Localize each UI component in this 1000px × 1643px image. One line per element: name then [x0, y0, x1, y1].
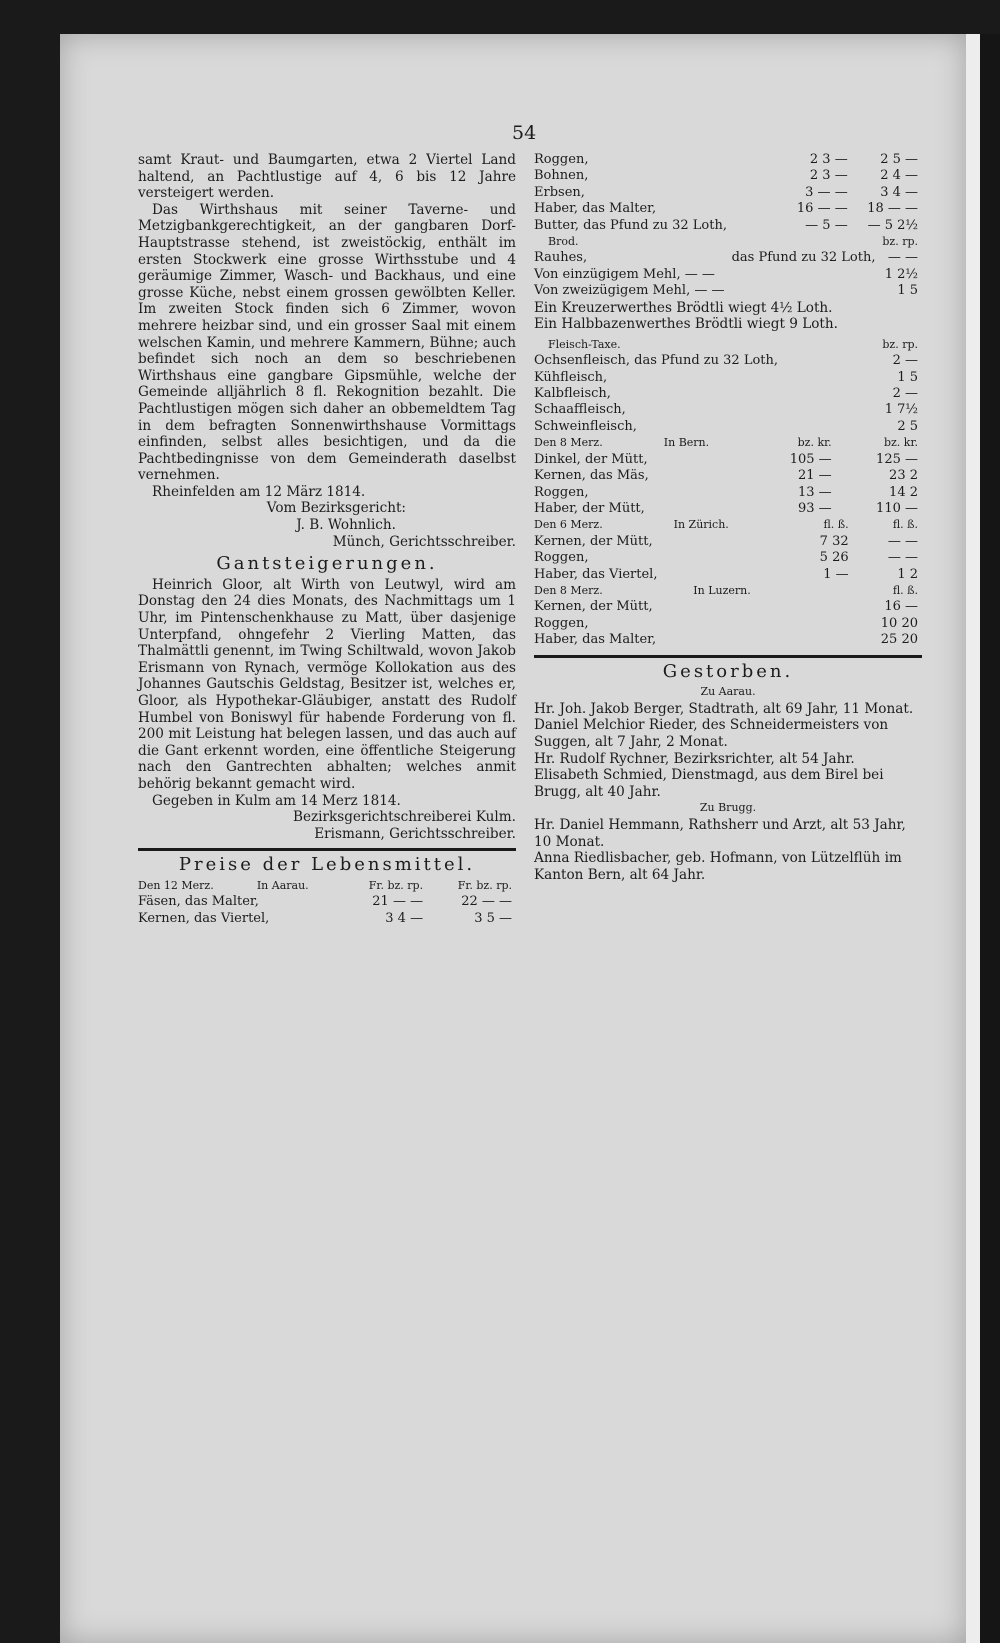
price: — — — [887, 250, 918, 266]
header-unit-high: fl. ß. — [892, 518, 918, 532]
item-label: Von zweizügigem Mehl, — — — [534, 283, 725, 299]
table-row — [534, 632, 922, 648]
death-entry: Elisabeth Schmied, Dienstmagd, aus dem Birel bei Brugg, alt 40 Jahr. — [534, 767, 884, 800]
price-low: 3 — — — [805, 184, 848, 200]
date-kulm: Gegeben in Kulm am 14 Merz 1814. — [152, 792, 401, 809]
price: 2 — — [892, 353, 918, 369]
signature-clerk: Münch, Gerichtsschreiber. — [332, 533, 516, 550]
brod-heading: Brod. — [548, 235, 579, 249]
table-row — [138, 894, 516, 910]
price: 1 5 — [897, 283, 918, 299]
table-row — [534, 599, 922, 615]
item-label: Kühfleisch, — [534, 369, 608, 385]
table-row — [534, 152, 922, 168]
price-high: 2 5 — — [880, 152, 918, 167]
table-row — [534, 168, 922, 184]
header-date: Den 8 Merz. — [534, 583, 603, 597]
price: 1 2½ — [884, 266, 918, 282]
item-label: Fäsen, das Malter, — [138, 894, 259, 910]
table-row — [534, 353, 922, 369]
item-label: Haber, das Malter, — [534, 201, 657, 217]
item-label: Haber, das Malter, — [534, 632, 657, 648]
header-unit-low: bz. kr. — [797, 436, 832, 450]
gant-paragraph: Heinrich Gloor, alt Wirth von Leutwyl, wird am Donstag den 24 dies Monats, des Nachmittags um 1 Uhr, im Pintenschenkhause zu Matt, über dasjenige Unterpfand, ohngefehr 2 Vierling Matten, das Thalmättli genennt, im Twing Schiltwald, wovon Jakob Erismann von Rynach, vermöge Kollokation aus des Johannes Gautschis Geldstag, Besitzer ist, welches er, Gloor, als Hypothekar-Gläubiger, anstatt des Rudolf Humbel von Boniswyl für habende Forderung von fl. 200 mit Leistung hat belegen lassen, und das auch auf die Gant erkennt worden, eine öffentliche Steigerung nach den Gantrechten abhalten; welches anmit behörig bekannt gemacht wird. — [138, 576, 516, 792]
header-place: In Aarau. — [256, 878, 309, 892]
price-low: 93 — — [798, 500, 832, 516]
table-header — [534, 337, 922, 353]
table-row — [534, 386, 922, 402]
price-low: 5 26 — [819, 550, 849, 566]
signature-court: Vom Bezirksgericht: — [266, 500, 406, 517]
price: 2 5 — [897, 418, 918, 434]
price: 2 — — [892, 386, 918, 402]
price-high: 1 2 — [897, 566, 918, 582]
table-row — [534, 468, 922, 484]
price-low: 21 — — — [372, 894, 424, 910]
header-unit: fl. ß. — [892, 583, 918, 597]
item-label: Roggen, — [534, 550, 589, 566]
table-header — [534, 583, 922, 599]
table-header — [534, 517, 922, 533]
price: 25 20 — [880, 632, 918, 648]
price: 1 5 — [897, 369, 918, 385]
price-low: 7 32 — [819, 533, 849, 549]
price: 1 7½ — [884, 402, 918, 418]
preise-aarau-table — [138, 878, 516, 927]
header-unit-low: Fr. bz. rp. — [368, 878, 424, 892]
table-row — [534, 534, 922, 550]
table-row — [534, 567, 922, 583]
price-high: 125 — — [876, 451, 918, 467]
item-label: Kernen, das Viertel, — [138, 910, 270, 926]
price-high: 2 4 — — [880, 168, 918, 184]
price-high: — 5 2½ — [867, 217, 918, 233]
price-high: 3 5 — — [474, 910, 512, 926]
price-low: 2 3 — — [809, 168, 848, 184]
price: 10 20 — [880, 615, 918, 631]
price: 16 — — [884, 599, 918, 615]
header-unit-high: bz. kr. — [883, 436, 918, 450]
place-brugg: Zu Brugg. — [699, 801, 757, 815]
intro-paragraph: samt Kraut- und Baumgarten, etwa 2 Viertel Land haltend, an Pachtlustige auf 4, 6 bis 12 Jahre versteigert werden. — [138, 152, 516, 202]
item-unit — [732, 283, 881, 299]
item-label: Schaaffleisch, — [534, 402, 626, 418]
price-high: 22 — — — [461, 894, 512, 910]
table-header — [534, 234, 922, 250]
item-label: Erbsen, — [534, 184, 585, 200]
heading-preise: Preise der Lebensmittel. — [178, 854, 476, 876]
table-row — [534, 452, 922, 468]
brod-weight-halbbazen: Ein Halbbazenwerthes Brödtli wiegt 9 Loth. — [534, 316, 838, 333]
fleisch-heading: Fleisch-Taxe. — [548, 337, 621, 351]
fleisch-unit: bz. rp. — [882, 337, 918, 351]
table-row — [534, 267, 922, 283]
signature-name: J. B. Wohnlich. — [296, 517, 396, 534]
table-row — [138, 911, 516, 927]
left-column — [138, 152, 516, 927]
item-label: Kernen, das Mäs, — [534, 468, 649, 484]
table-row — [534, 283, 922, 299]
price-low: 2 3 — — [809, 152, 848, 167]
item-label: Dinkel, der Mütt, — [534, 451, 648, 467]
header-date: Den 6 Merz. — [534, 518, 603, 532]
place-aarau: Zu Aarau. — [700, 685, 756, 699]
item-label: Haber, der Mütt, — [534, 500, 645, 516]
header-date: Den 8 Merz. — [534, 436, 603, 450]
header-unit-high: Fr. bz. rp. — [457, 878, 512, 892]
item-label: Ochsenfleisch, das Pfund zu 32 Loth, — [534, 353, 779, 369]
death-entry: Anna Riedlisbacher, geb. Hofmann, von Lützelflüh im Kanton Bern, alt 64 Jahr. — [534, 850, 902, 883]
item-label: Kernen, der Mütt, — [534, 599, 653, 615]
table-row — [534, 616, 922, 632]
item-label: Kernen, der Mütt, — [534, 533, 653, 549]
item-label: Roggen, — [534, 484, 589, 500]
signature-kulm-clerk: Erismann, Gerichtsschreiber. — [314, 825, 516, 842]
death-entry: Hr. Daniel Hemmann, Rathsherr und Arzt, alt 53 Jahr, 10 Monat. — [534, 816, 906, 850]
table-row — [534, 250, 922, 266]
brod-table — [534, 234, 922, 300]
item-label: Rauhes, — [534, 250, 588, 266]
item-label: Schweinfleisch, — [534, 418, 637, 434]
price-high: 110 — — [876, 500, 918, 516]
item-label: Von einzügigem Mehl, — — — [534, 266, 715, 282]
section-rule — [534, 655, 922, 658]
fleisch-table — [534, 337, 922, 435]
table-header — [138, 878, 516, 894]
heading-gestorben: Gestorben. — [662, 660, 794, 682]
table-row — [534, 201, 922, 217]
item-unit — [732, 267, 881, 283]
scan-border — [980, 34, 1000, 1643]
heading-gantsteigerungen: Gantsteigerungen. — [216, 553, 438, 575]
right-column — [534, 152, 922, 883]
page-number: 54 — [512, 122, 537, 144]
item-label: Butter, das Pfund zu 32 Loth, — [534, 217, 727, 233]
wirthshaus-paragraph: Das Wirthshaus mit seiner Taverne- und Metzigbankgerechtigkeit, an der gangbaren Dorf-Hauptstrasse stehend, ist zweistöckig, enthält im ersten Stockwerk eine grosse Wirthsstube und 4 geräumige Zimmer, Wasch- und Backhaus, und eine grosse Küche, nebst einem grossen gewölbten Keller. Im zweiten Stock finden sich 6 Zimmer, wovon mehrere heizbar sind, und ein grosser Saal mit einem welschen Kamin, und mehrere Kammern, Bühne; auch befindet sich noch an dem so beschriebenen Wirthshaus eine gangbare Gipsmühle, welche der Gemeinde alljährlich 8 fl. Rekognition bezahlt. Die Pachtlustigen mögen sich daher an obbemeldtem Tag in dem befragten Sonnenwirthshause Vormittags einfinden, selbst alles besichtigen, und da die Pachtbedingnisse von dem Gemeinderath daselbst vernehmen. — [138, 201, 516, 484]
death-entry: Hr. Rudolf Rychner, Bezirksrichter, alt 54 Jahr. — [534, 750, 855, 767]
price-low: — 5 — — [805, 217, 848, 233]
price-low: 16 — — — [796, 201, 848, 217]
brod-unit: bz. rp. — [882, 235, 918, 249]
header-place: In Zürich. — [673, 518, 729, 532]
table-row — [534, 370, 922, 386]
price-high: — — — [887, 533, 918, 549]
item-label: Roggen, — [534, 615, 589, 631]
table-header — [534, 435, 922, 451]
bern-table — [534, 435, 922, 517]
date-rheinfelden: Rheinfelden am 12 März 1814. — [152, 483, 366, 500]
price-low: 3 4 — — [385, 910, 424, 926]
item-label: Haber, das Viertel, — [534, 566, 658, 582]
price-high: 3 4 — — [880, 184, 918, 200]
price-high: 18 — — — [867, 201, 918, 217]
price-low: 13 — — [798, 484, 832, 500]
signature-kulm-office: Bezirksgerichtschreiberei Kulm. — [292, 809, 516, 826]
page-edge — [966, 34, 980, 1643]
luzern-table — [534, 583, 922, 649]
brod-weight-kreuzer: Ein Kreuzerwerthes Brödtli wiegt 4½ Loth. — [534, 299, 833, 316]
death-entry: Hr. Joh. Jakob Berger, Stadtrath, alt 69 Jahr, 11 Monat. — [534, 700, 914, 717]
header-place: In Bern. — [663, 436, 710, 450]
death-entry: Daniel Melchior Rieder, des Schneidermeisters von Suggen, alt 7 Jahr, 2 Monat. — [534, 717, 889, 750]
item-label: Bohnen, — [534, 168, 589, 184]
header-place: In Luzern. — [693, 583, 751, 597]
price-low: 1 — — [823, 566, 849, 582]
price-high: 14 2 — [889, 484, 918, 500]
table-row — [534, 185, 922, 201]
item-unit: das Pfund zu 32 Loth, — [731, 250, 876, 266]
zurich-table — [534, 517, 922, 583]
price-low: 21 — — [798, 468, 832, 484]
header-unit-low: fl. ß. — [823, 518, 849, 532]
table-row — [534, 485, 922, 501]
grain-prices-table — [534, 152, 922, 234]
section-rule — [138, 848, 516, 851]
table-row — [534, 218, 922, 234]
table-row — [534, 501, 922, 517]
price-high: 23 2 — [889, 468, 918, 484]
price-low: 105 — — [789, 451, 832, 467]
item-label: Kalbfleisch, — [534, 386, 611, 402]
item-label: Roggen, — [534, 152, 589, 167]
header-date: Den 12 Merz. — [138, 878, 214, 892]
table-row — [534, 402, 922, 418]
table-row — [534, 550, 922, 566]
table-row — [534, 419, 922, 435]
price-high: — — — [887, 550, 918, 566]
